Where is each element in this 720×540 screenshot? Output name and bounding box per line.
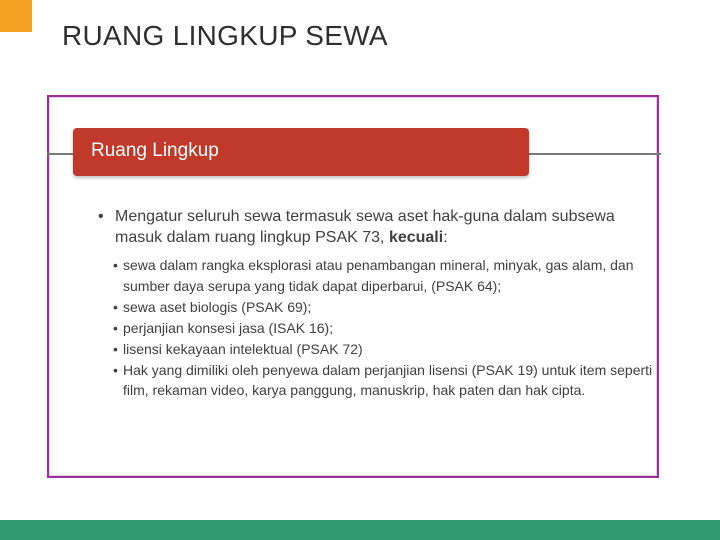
bullet-icon: • <box>113 257 118 273</box>
exception-text: sewa dalam rangka eksplorasi atau penambangan mineral, minyak, gas alam, dan sumber daya serupa yang tidak dapat diperbarui, (PSAK 64); <box>123 257 634 294</box>
exception-item <box>113 339 653 360</box>
main-bullet-point <box>98 206 618 248</box>
section-header-bar <box>73 128 529 176</box>
exception-list <box>113 255 653 401</box>
exception-item <box>113 297 653 318</box>
bullet-icon: • <box>113 361 118 378</box>
bullet-icon: • <box>113 319 118 336</box>
bullet-icon: • <box>98 208 104 225</box>
bullet-icon: • <box>113 298 118 315</box>
exception-text: Hak yang dimiliki oleh penyewa dalam perjanjian lisensi (PSAK 19) untuk item seperti film, rekaman video, karya panggung, manuskrip, hak paten dan hak cipta. <box>123 361 653 399</box>
exception-item <box>113 360 653 401</box>
header-rule-right <box>529 153 661 155</box>
section-header-label: Ruang Lingkup <box>91 140 219 161</box>
exception-item <box>113 255 653 296</box>
main-point-text-block <box>98 206 618 248</box>
main-point-keyword: kecuali <box>388 229 444 246</box>
exception-item <box>113 318 653 339</box>
exception-text: lisensi kekayaan intelektual (PSAK 72) <box>123 340 363 357</box>
main-point-text: Mengatur seluruh sewa termasuk sewa aset hak-guna dalam subsewa masuk dalam ruang lingkup PSAK 73, <box>115 208 615 246</box>
slide-title: RUANG LINGKUP SEWA <box>62 20 388 51</box>
footer-bar <box>0 520 720 540</box>
corner-accent <box>0 0 32 32</box>
exception-text: sewa aset biologis (PSAK 69); <box>123 298 312 315</box>
bullet-icon: • <box>113 340 118 357</box>
exception-text: perjanjian konsesi jasa (ISAK 16); <box>123 319 334 336</box>
main-point-suffix: : <box>443 229 448 246</box>
header-rule-left <box>47 153 75 155</box>
